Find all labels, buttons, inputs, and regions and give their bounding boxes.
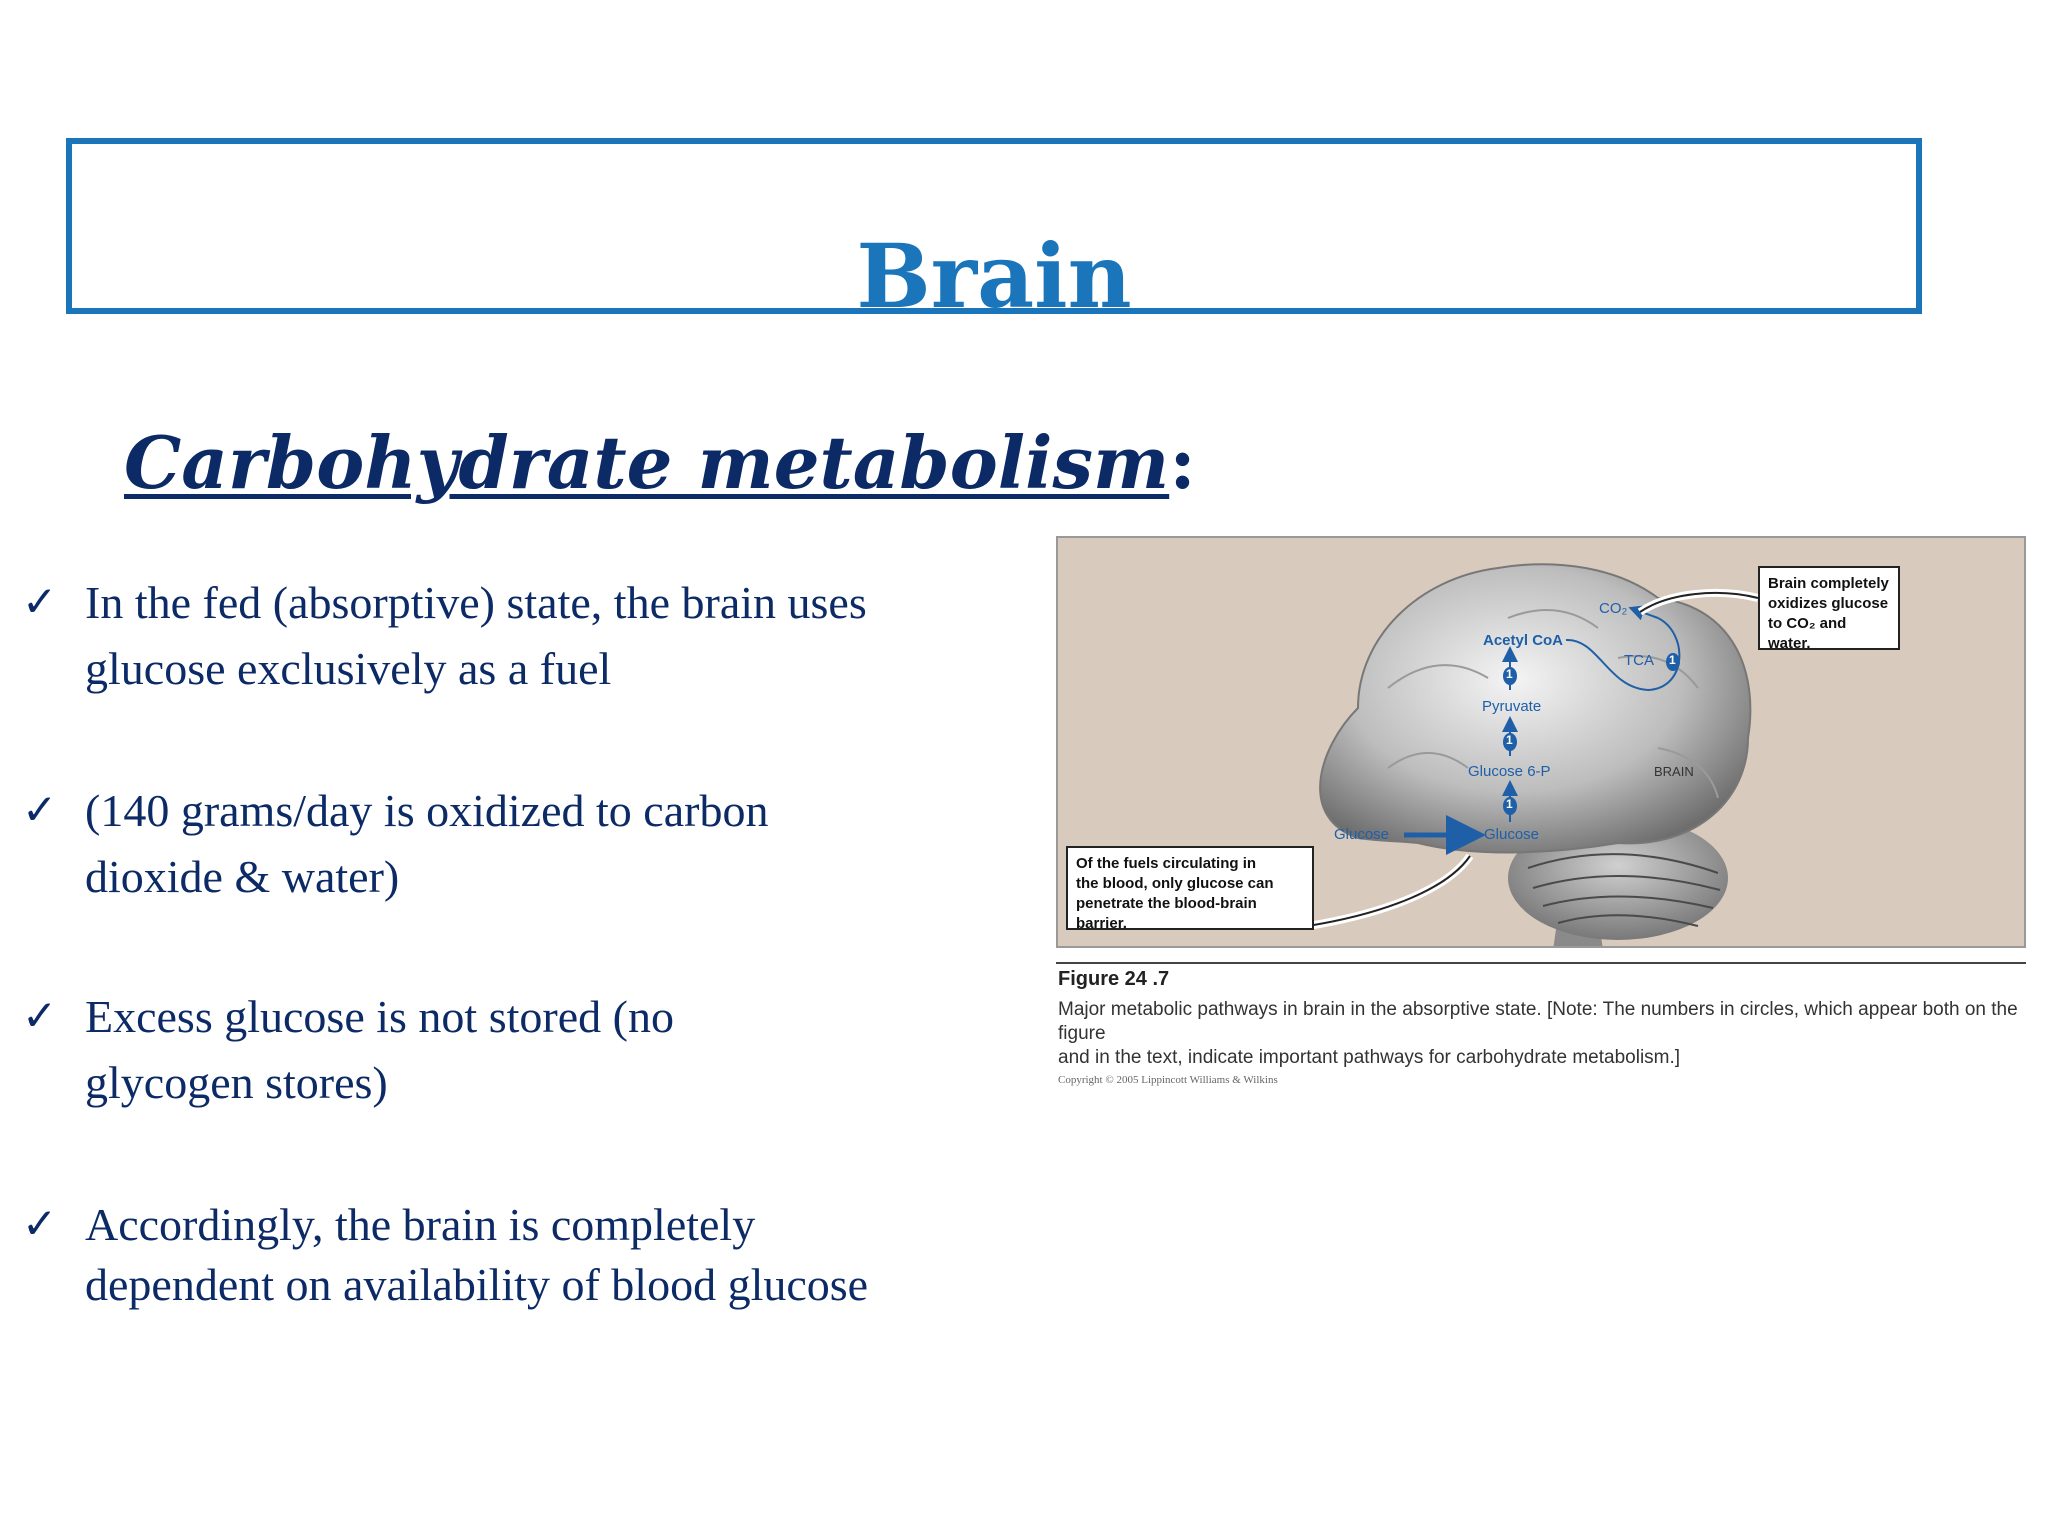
caption-line: Major metabolic pathways in brain in the absorptive state. [Note: The numbers in circles, which appear both on the figure — [1058, 999, 2018, 1044]
bullet-line: glucose exclusively as a fuel — [85, 643, 612, 694]
acetyl-coa-label: Acetyl CoA — [1483, 632, 1564, 649]
figure-copyright: Copyright © 2005 Lippincott Williams & Wilkins — [1058, 1074, 1278, 1086]
callout-line: Brain completely — [1768, 575, 1889, 592]
bullet-line: Accordingly, the brain is completely — [85, 1199, 756, 1250]
callout-oxidation — [1758, 566, 1900, 650]
callout-line: penetrate the blood-brain barrier. — [1076, 895, 1257, 932]
pathway-number: 1 — [1506, 733, 1513, 747]
glucose-brain-label: Glucose — [1484, 826, 1540, 843]
figure-divider — [1056, 962, 2026, 964]
co2-label: CO₂ — [1599, 600, 1628, 617]
callout-line: the blood, only glucose can — [1076, 875, 1274, 892]
checkmark-icon: ✓ — [22, 788, 58, 834]
brain-label: BRAIN — [1654, 764, 1694, 779]
bullet-line: Excess glucose is not stored (no — [85, 991, 674, 1042]
callout-line: to CO₂ and water. — [1768, 615, 1847, 652]
pathway-number: 1 — [1669, 653, 1676, 667]
glucose-6-p-label: Glucose 6-P — [1468, 763, 1551, 780]
caption-line: and in the text, indicate important pathways for carbohydrate metabolism.] — [1058, 1047, 1681, 1068]
pyruvate-label: Pyruvate — [1482, 698, 1542, 715]
bullet-line: dependent on availability of blood glucose — [85, 1259, 869, 1310]
section-heading-text: Carbohydrate metabolism — [124, 420, 1170, 505]
pathway-number: 1 — [1506, 797, 1513, 811]
figure-caption — [1058, 998, 2038, 1070]
callout-line: oxidizes glucose — [1768, 595, 1889, 612]
slide-title: Brain — [856, 224, 1132, 328]
checkmark-icon: ✓ — [22, 994, 58, 1040]
section-heading — [124, 420, 1196, 505]
brain-metabolism-figure — [1056, 536, 2026, 948]
checkmark-icon: ✓ — [22, 580, 58, 626]
bullet-line: glycogen stores) — [85, 1057, 388, 1108]
glucose-blood-label: Glucose — [1334, 826, 1390, 843]
title-box — [66, 138, 1922, 328]
checkmark-icon: ✓ — [22, 1202, 58, 1248]
pathway-number: 1 — [1506, 667, 1513, 681]
bullet-line: In the fed (absorptive) state, the brain uses — [85, 577, 867, 628]
tca-label: TCA — [1624, 652, 1654, 669]
bullet-line: (140 grams/day is oxidized to carbon — [85, 785, 769, 836]
figure-caption-title: Figure 24 .7 — [1058, 968, 1170, 990]
callout-line: Of the fuels circulating in — [1076, 855, 1257, 872]
callout-blood-brain-barrier — [1066, 846, 1314, 930]
bullet-line: dioxide & water) — [85, 851, 400, 902]
section-heading-colon: : — [1169, 420, 1196, 505]
